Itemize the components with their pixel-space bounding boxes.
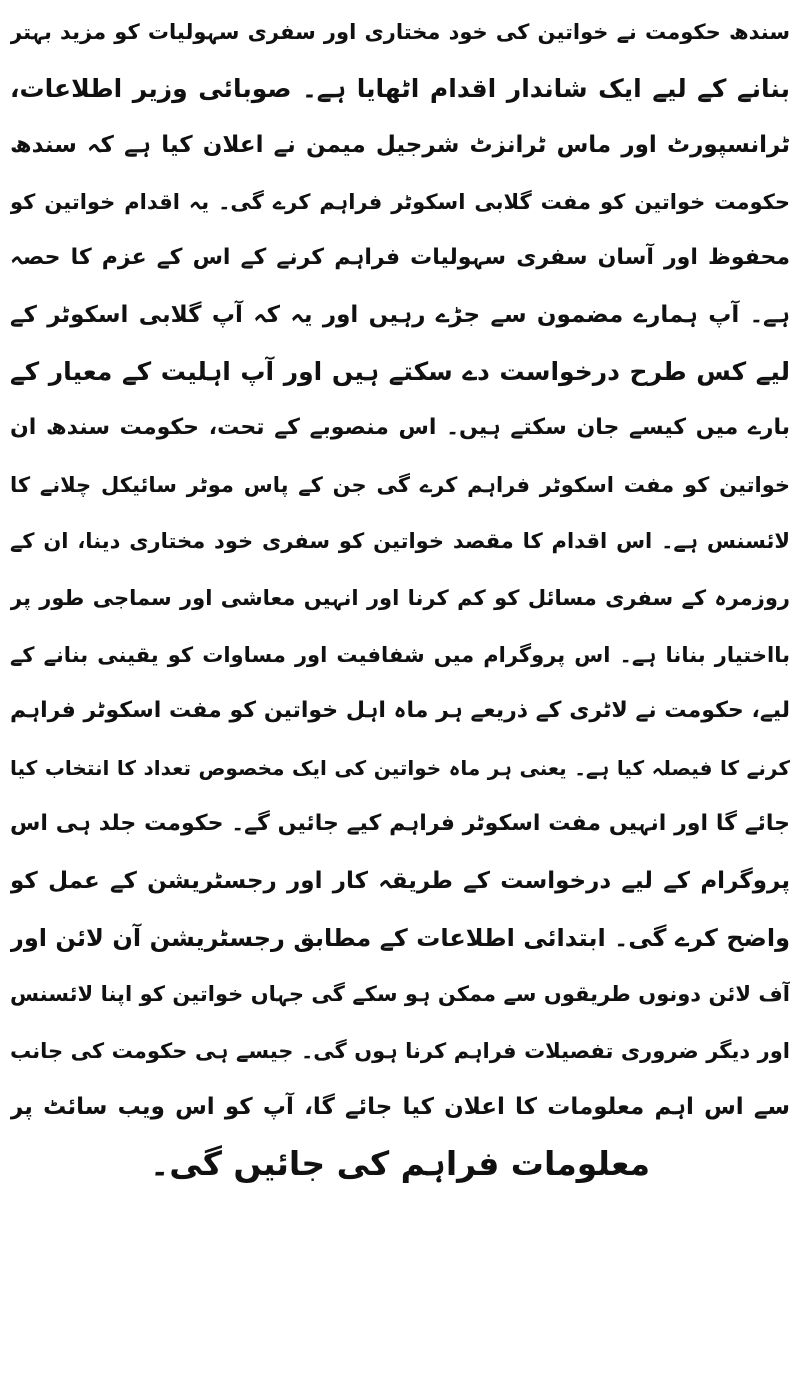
text-line-7: لیے کس طرح درخواست دے سکتے ہیں اور آپ اہلیت کے معیار کے [10,356,790,386]
text-line-11: روزمرہ کے سفری مسائل کو کم کرنا اور انہیں معاشی اور سماجی طور پر [10,585,790,610]
text-line-18: آف لائن دونوں طریقوں سے ممکن ہو سکے گی جہاں خواتین کو اپنا لائسنس [10,982,790,1007]
text-line-4: حکومت خواتین کو مفت گلابی اسکوٹر فراہم کرے گی۔ یہ اقدام خواتین کو [10,189,790,214]
text-line-3: ٹرانسپورٹ اور ماس ٹرانزٹ شرجیل میمن نے اعلان کیا ہے کہ سندھ [10,132,790,159]
text-line-8: بارے میں کیسے جان سکتے ہیں۔ اس منصوبے کے تحت، حکومت سندھ ان [10,415,790,441]
text-line-15: جائے گا اور انہیں مفت اسکوٹر فراہم کیے جائیں گے۔ حکومت جلد ہی اس [10,811,790,837]
text-line-17: واضح کرے گی۔ ابتدائی اطلاعات کے مطابق رجسٹریشن آن لائن اور [10,923,790,952]
text-line-16: پروگرام کے لیے درخواست کے طریقہ کار اور رجسٹریشن کے عمل کو [10,867,790,894]
text-line-9: خواتین کو مفت اسکوٹر فراہم کرے گی جن کے پاس موٹر سائیکل چلانے کا [10,472,790,497]
text-line-6: ہے۔ آپ ہمارے مضمون سے جڑے رہیں اور یہ کہ آپ گلابی اسکوٹر کے [10,301,790,328]
text-line-19: اور دیگر ضروری تفصیلات فراہم کرنا ہوں گی۔ جیسے ہی حکومت کی جانب [10,1038,790,1063]
text-line-1: سندھ حکومت نے خواتین کی خود مختاری اور سفری سہولیات کو مزید بہتر [10,20,790,44]
text-line-14: کرنے کا فیصلہ کیا ہے۔ یعنی ہر ماہ خواتین کی ایک مخصوص تعداد کا انتخاب کیا [10,755,790,780]
text-line-21: معلومات فراہم کی جائیں گی۔ [149,1143,651,1183]
text-line-20: سے اس اہم معلومات کا اعلان کیا جائے گا، آپ کو اس ویب سائٹ پر [10,1094,790,1121]
article-body [10,4,790,1192]
text-line-5: محفوظ اور آسان سفری سہولیات فراہم کرنے کے اس کے عزم کا حصہ [10,245,790,271]
text-line-10: لائسنس ہے۔ اس اقدام کا مقصد خواتین کو سفری خود مختاری دینا، ان کے [10,529,790,554]
text-line-12: بااختیار بنانا ہے۔ اس پروگرام میں شفافیت اور مساوات کو یقینی بنانے کے [10,642,790,667]
text-line-13: لیے، حکومت نے لاٹری کے ذریعے ہر ماہ اہل خواتین کو مفت اسکوٹر فراہم [10,698,790,724]
text-line-2: بنانے کے لیے ایک شاندار اقدام اٹھایا ہے۔ صوبائی وزیر اطلاعات، [10,73,790,103]
